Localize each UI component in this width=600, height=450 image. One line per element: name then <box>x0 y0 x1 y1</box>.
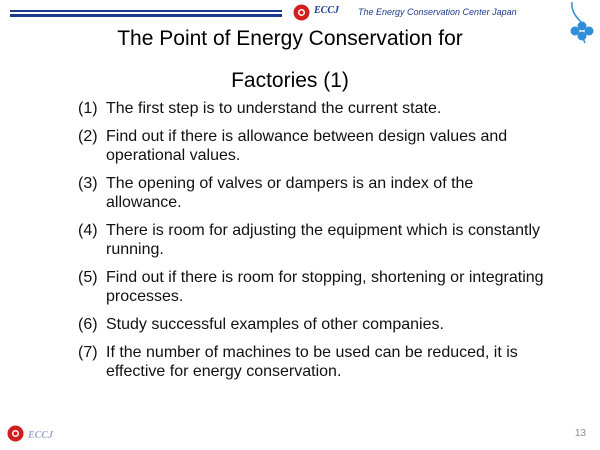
item-text: If the number of machines to be used can be reduced, it is effective for energy conservation. <box>106 344 518 380</box>
item-number: (6) <box>78 316 98 333</box>
point-list <box>78 99 548 390</box>
clover-logo-icon <box>567 0 597 44</box>
list-item <box>78 99 548 118</box>
org-full-name: The Energy Conservation Center Japan <box>358 7 517 17</box>
list-item <box>78 221 548 259</box>
item-text: Study successful examples of other companies. <box>106 316 444 333</box>
item-text: Find out if there is room for stopping, shortening or integrating processes. <box>106 269 544 305</box>
list-item <box>78 127 548 165</box>
page-number: 13 <box>574 428 586 439</box>
list-item <box>78 343 548 381</box>
item-number: (1) <box>78 100 98 117</box>
item-text: The first step is to understand the current state. <box>106 100 442 117</box>
slide-title-line1: The Point of Energy Conservation for <box>117 27 463 50</box>
item-number: (2) <box>78 128 98 145</box>
item-text: There is room for adjusting the equipment which is constantly running. <box>106 222 540 258</box>
slide-title <box>40 18 540 102</box>
item-number: (7) <box>78 344 98 361</box>
item-text: Find out if there is allowance between design values and operational values. <box>106 128 508 164</box>
item-number: (5) <box>78 269 98 286</box>
footer-org-short-name: ECCJ <box>28 430 54 441</box>
list-item <box>78 174 548 212</box>
org-short-name: ECCJ <box>314 5 340 16</box>
item-number: (3) <box>78 175 98 192</box>
list-item <box>78 315 548 334</box>
eccj-footer-logo-icon <box>7 425 24 442</box>
list-item <box>78 268 548 306</box>
slide-title-line2: Factories (1) <box>231 69 349 92</box>
item-number: (4) <box>78 222 98 239</box>
item-text: The opening of valves or dampers is an index of the allowance. <box>106 175 474 211</box>
